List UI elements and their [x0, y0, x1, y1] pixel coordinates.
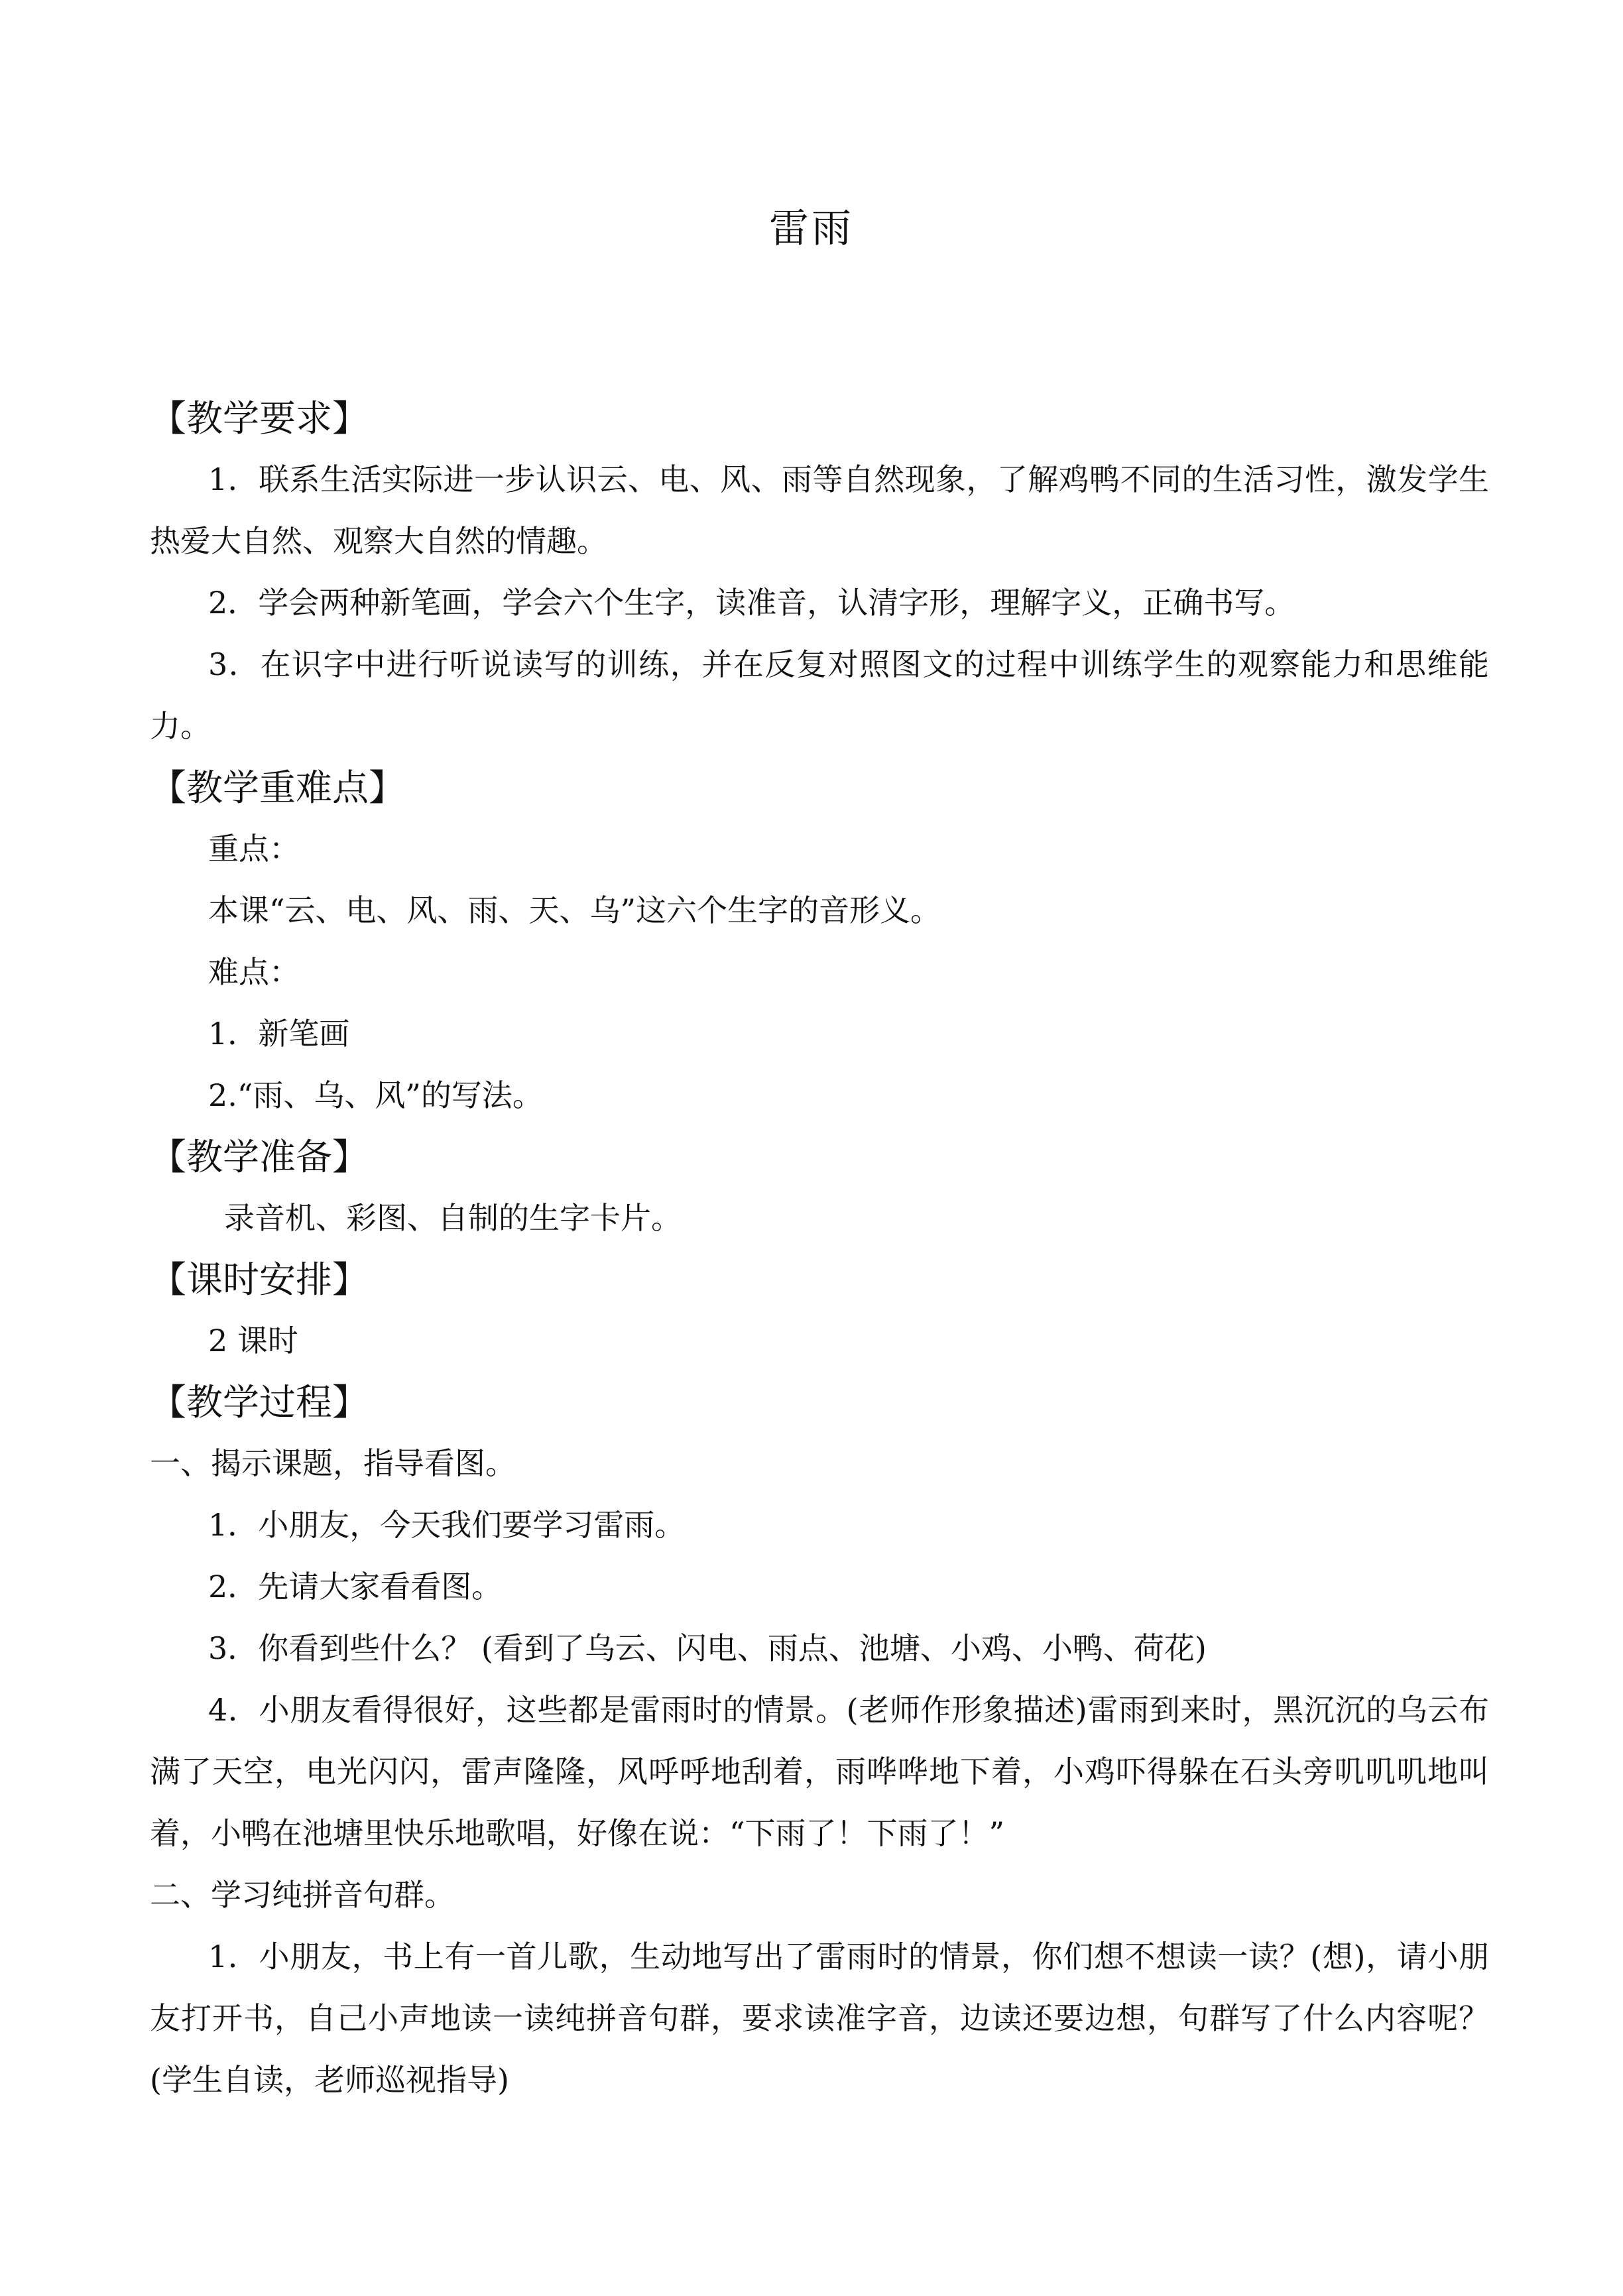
preparation-text: 录音机、彩图、自制的生字卡片。: [224, 1200, 682, 1236]
section-heading-key-points: 【教学重难点】: [150, 766, 406, 809]
section-heading-schedule: 【课时安排】: [150, 1258, 369, 1301]
difficult-point-label: 难点：: [208, 954, 300, 990]
schedule-text: 2 课时: [208, 1323, 298, 1359]
document-title: 雷雨: [769, 206, 854, 252]
requirement-item-1: 1．联系生活实际进一步认识云、电、风、雨等自然现象，了解鸡鸭不同的生活习性，激发学生热爱大自然、观察大自然的情趣。: [150, 461, 1489, 559]
document-body: [150, 388, 1489, 2111]
difficult-point-item-1: 1．新笔画: [208, 1016, 350, 1052]
process-part-1-item-4: 4．小朋友看得很好，这些都是雷雨时的情景。(老师作形象描述)雷雨到来时，黑沉沉的乌云布满了天空，电光闪闪，雷声隆隆，风呼呼地刮着，雨哗哗地下着，小鸡吓得躲在石头旁叽叽叽地叫着，小鸭在池塘里快乐地歌唱，好像在说：“下雨了！下雨了！”: [150, 1692, 1489, 1851]
requirement-item-2: 2．学会两种新笔画，学会六个生字，读准音，认清字形，理解字义，正确书写。: [208, 585, 1295, 621]
requirement-item-3: 3．在识字中进行听说读写的训练，并在反复对照图文的过程中训练学生的观察能力和思维能力。: [150, 646, 1489, 744]
process-part-2-item-1: 1．小朋友，书上有一首儿歌，生动地写出了雷雨时的情景，你们想不想读一读？(想)，请小朋友打开书，自己小声地读一读纯拼音句群，要求读准字音，边读还要边想，句群写了什么内容呢？(学生自读，老师巡视指导): [150, 1939, 1489, 2098]
section-heading-preparation: 【教学准备】: [150, 1136, 369, 1178]
difficult-point-item-2: 2.“雨、乌、风”的写法。: [208, 1077, 543, 1113]
section-heading-process: 【教学过程】: [150, 1381, 369, 1423]
process-part-1-item-3: 3．你看到些什么？ (看到了乌云、闪电、雨点、池塘、小鸡、小鸭、荷花): [208, 1630, 1207, 1666]
section-heading-requirements: 【教学要求】: [150, 397, 369, 440]
process-part-1-title: 一、揭示课题，指导看图。: [150, 1445, 516, 1481]
process-part-2-title: 二、学习纯拼音句群。: [150, 1877, 455, 1913]
process-part-1-item-1: 1．小朋友，今天我们要学习雷雨。: [208, 1507, 686, 1543]
process-part-1-item-2: 2．先请大家看看图。: [208, 1569, 503, 1604]
key-point-label: 重点：: [208, 831, 300, 867]
key-point-text: 本课“云、电、风、雨、天、乌”这六个生字的音形义。: [208, 892, 941, 928]
